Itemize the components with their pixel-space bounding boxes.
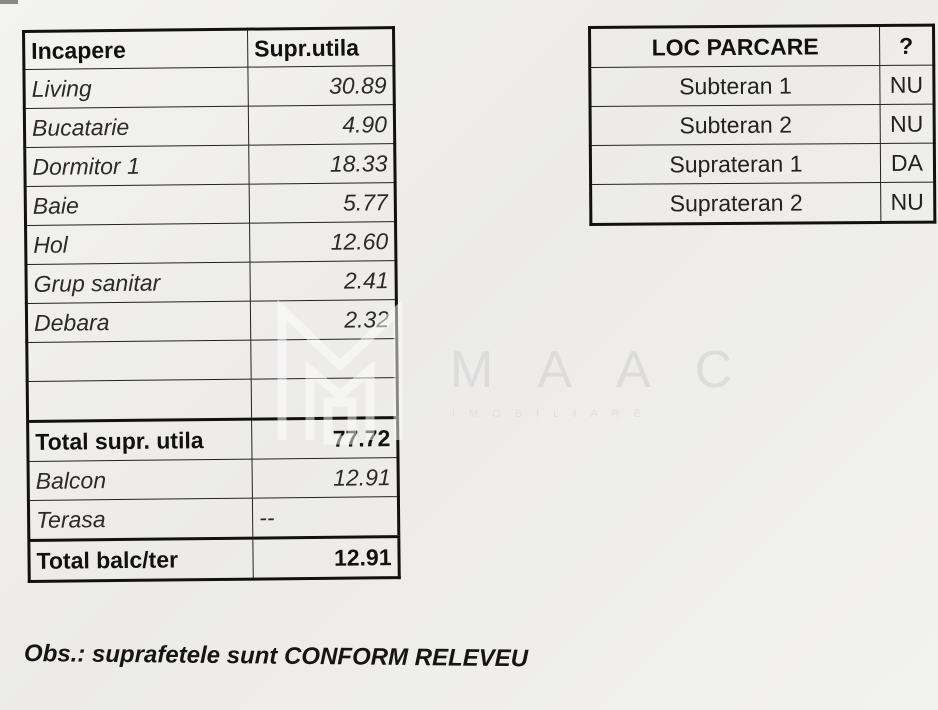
room-name — [27, 340, 251, 381]
table-row — [590, 65, 934, 106]
scan-corner-mark — [0, 0, 18, 4]
parking-spot-answer: DA — [880, 143, 934, 182]
parking-table-container — [588, 24, 936, 226]
room-area: 30.89 — [248, 66, 394, 107]
observation-note: Obs.: suprafetele sunt CONFORM RELEVEU — [23, 640, 529, 673]
balcony-row — [28, 458, 398, 501]
parking-header-answer: ? — [880, 25, 934, 65]
room-name: Grup sanitar — [26, 262, 250, 303]
total-balcony-value: 12.91 — [253, 537, 399, 580]
table-row — [25, 144, 395, 187]
room-name: Living — [24, 67, 248, 108]
terrace-label: Terasa — [28, 498, 252, 540]
table-row — [590, 104, 934, 145]
parking-spot-label: Subteran 2 — [590, 104, 880, 145]
parking-spot-label: Suprateran 1 — [590, 143, 880, 184]
parking-table — [588, 24, 936, 226]
terrace-row — [28, 497, 398, 541]
watermark-brand: MAAC — [450, 341, 777, 399]
room-area: 4.90 — [248, 105, 394, 146]
room-name: Dormitor 1 — [25, 145, 249, 186]
parking-spot-answer: NU — [881, 182, 935, 222]
room-area: 18.33 — [249, 144, 395, 185]
header-room-cell: Incapere — [24, 29, 248, 69]
room-name: Debara — [26, 301, 250, 342]
house-logo-icon — [270, 290, 420, 450]
parking-spot-label: Suprateran 2 — [591, 182, 881, 224]
area-table-header — [24, 28, 394, 70]
table-row — [24, 66, 394, 109]
room-name: Hol — [26, 223, 250, 264]
table-row — [590, 143, 934, 184]
parking-table-header — [590, 25, 934, 67]
table-row — [26, 222, 396, 265]
room-area: 5.77 — [249, 183, 395, 224]
table-row — [24, 105, 394, 148]
room-name — [27, 379, 251, 421]
room-area: 2.32 — [250, 300, 396, 341]
parking-spot-answer: NU — [880, 65, 934, 104]
table-row — [591, 182, 935, 224]
terrace-value: -- — [252, 497, 398, 539]
room-name: Baie — [25, 184, 249, 225]
balcony-value: 12.91 — [252, 458, 398, 499]
total-balcony-label: Total balc/ter — [29, 538, 253, 581]
parking-header-label: LOC PARCARE — [590, 25, 880, 67]
watermark-logo — [270, 290, 420, 455]
parking-spot-label: Subteran 1 — [590, 65, 880, 106]
total-useful-value: 77.72 — [252, 418, 398, 460]
balcony-label: Balcon — [28, 459, 252, 500]
room-area: 12.60 — [250, 222, 396, 263]
room-name: Bucatarie — [24, 106, 248, 147]
parking-spot-answer: NU — [880, 104, 934, 143]
total-balcony-row — [29, 537, 399, 582]
table-row — [25, 183, 395, 226]
watermark-subtitle: IMOBILIARE — [452, 408, 655, 420]
room-area: 2.41 — [250, 261, 396, 302]
total-useful-label: Total supr. utila — [28, 419, 252, 461]
header-area-cell: Supr.utila — [248, 28, 394, 68]
